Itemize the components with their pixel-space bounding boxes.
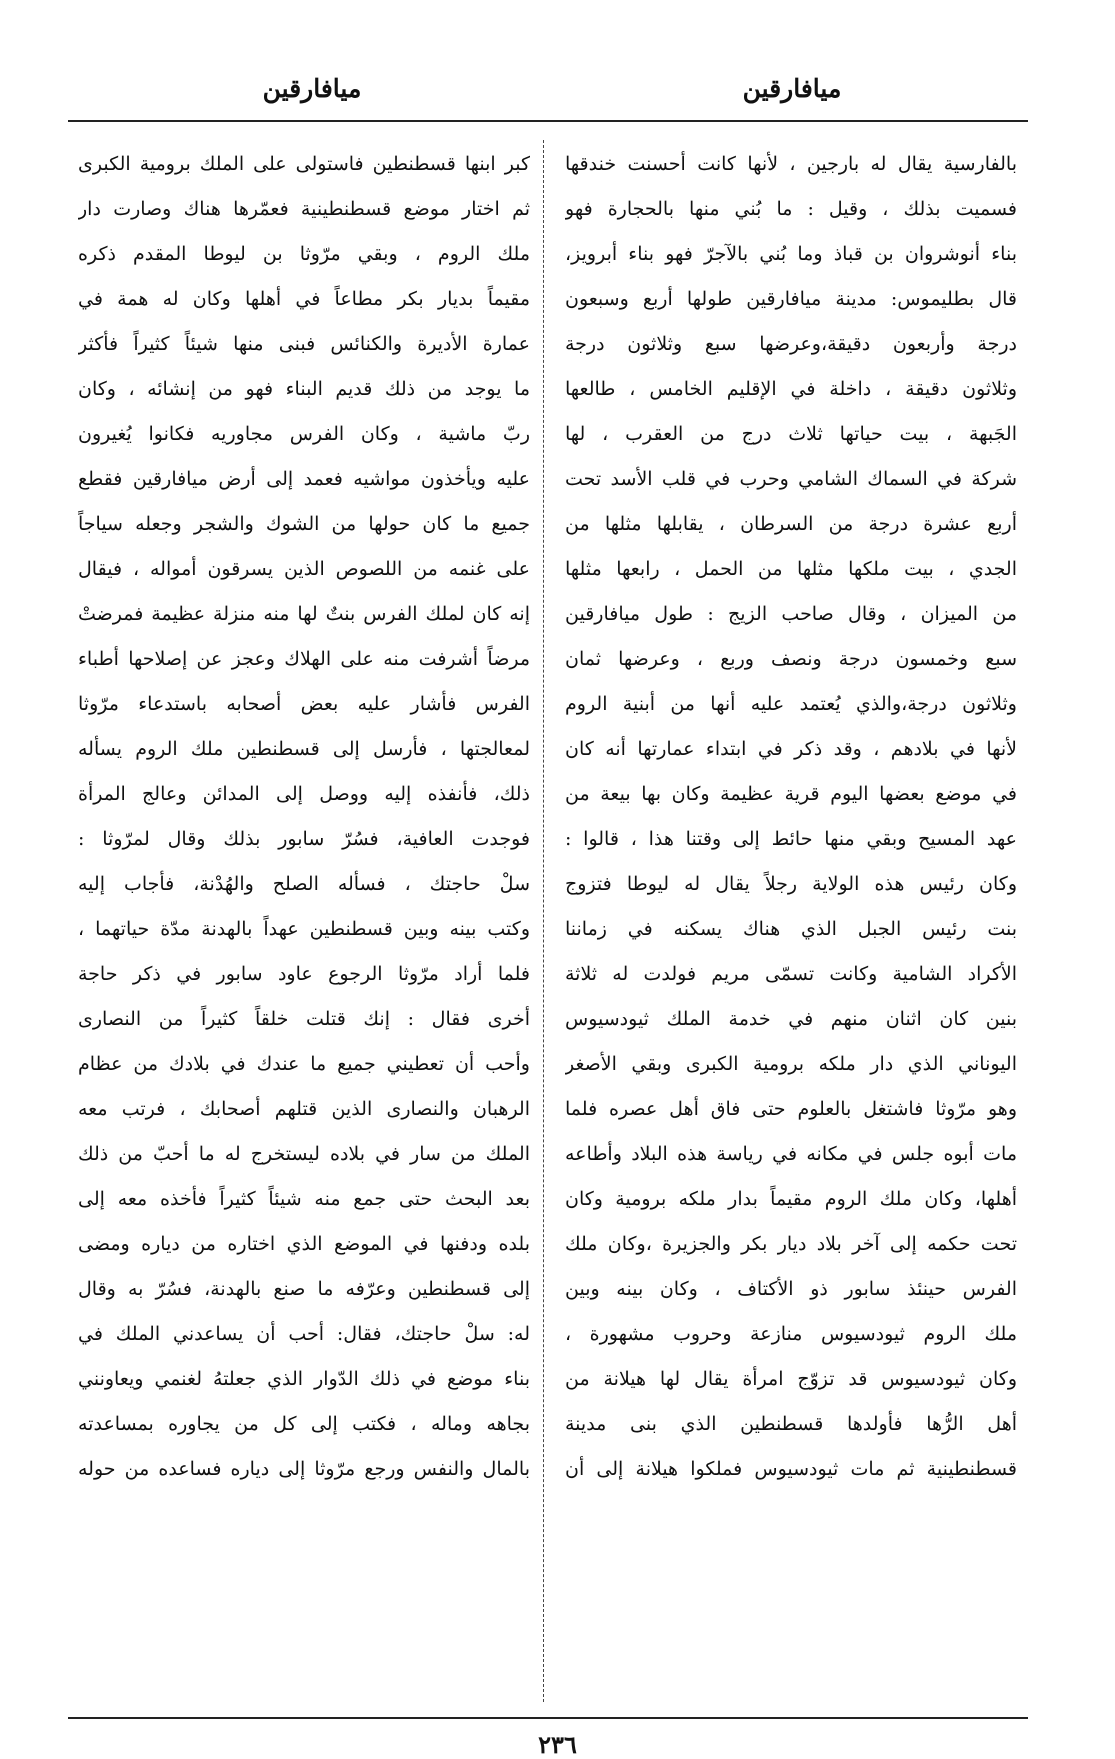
text-line: ملك الروم ، وبقي مرّوثا بن ليوطا المقدم ذكره	[78, 243, 530, 265]
text-line: ثم اختار موضع قسطنطينية فعمّرها هناك وصارت دار	[78, 198, 530, 220]
text-line: فوجدت العافية، فسُرّ سابور بذلك وقال لمرّوثا :	[78, 828, 530, 850]
text-line: ملك الروم ثيودسيوس منازعة وحروب مشهورة ،	[565, 1323, 1017, 1345]
text-line: على غنمه من اللصوص الذين يسرقون أمواله ، فيقال	[78, 558, 530, 580]
text-line: وكتب بينه وبين قسطنطين عهداً بالهدنة مدّة حياتهما ،	[78, 918, 530, 940]
column-divider	[543, 140, 544, 1702]
text-line: عمارة الأديرة والكنائس فبنى منها شيئاً كثيراً فأكثر	[78, 333, 530, 355]
text-line: إنه كان لملك الفرس بنتٌ لها منه منزلة عظيمة فمرضتْ	[78, 603, 530, 625]
text-line: وثلاثون درجة،والذي يُعتمد عليه أنها من أبنية الروم	[565, 693, 1017, 715]
text-line: أهل الرُّها فأولدها قسطنطين الذي بنى مدينة	[565, 1413, 1017, 1435]
text-line: وكان ثيودسيوس قد تزوّج امرأة يقال لها هيلانة من	[565, 1368, 1017, 1390]
text-line: بالمال والنفس ورجع مرّوثا إلى دياره فساعده من حوله	[78, 1458, 530, 1480]
running-header-left: ميافارقين	[262, 74, 362, 103]
text-line: الأكراد الشامية وكانت تسمّى مريم فولدت له ثلاثة	[565, 963, 1017, 985]
text-line: بناء موضع في ذلك الدّوار الذي جعلتهُ لغنمي ويعاونني	[78, 1368, 530, 1390]
text-line: بنت رئيس الجبل الذي هناك يسكنه في زماننا	[565, 918, 1017, 940]
text-line: عهد المسيح وبقي منها حائط إلى وقتنا هذا ، قالوا :	[565, 828, 1017, 850]
text-line: الجَبهة ، بيت حياتها ثلاث درج من العقرب ، لها	[565, 423, 1017, 445]
text-line: جميع ما كان حولها من الشوك والشجر وجعله سياجاً	[78, 513, 530, 535]
text-line: الجدي ، بيت ملكها مثلها من الحمل ، رابعها مثلها	[565, 558, 1017, 580]
text-line: الرهبان والنصارى الذين قتلهم أصحابك ، فرتب معه	[78, 1098, 530, 1120]
text-line: لمعالجتها ، فأرسل إلى قسطنطين ملك الروم يسأله	[78, 738, 530, 760]
text-line: بالفارسية يقال له بارجين ، لأنها كانت أحسنت خندقها	[565, 153, 1017, 175]
text-line: بجاهه وماله ، فكتب إلى كل من يجاوره بمساعدته	[78, 1413, 530, 1435]
text-line: أربع عشرة درجة من السرطان ، يقابلها مثلها من	[565, 513, 1017, 535]
text-line: إلى قسطنطين وعرّفه ما صنع بالهدنة، فسُرّ به وقال	[78, 1278, 530, 1300]
left-text-column	[78, 142, 530, 1492]
text-line: وهو مرّوثا فاشتغل بالعلوم حتى فاق أهل عصره فلما	[565, 1098, 1017, 1120]
text-line: مقيماً بديار بكر مطاعاً في أهلها وكان له همة في	[78, 288, 530, 310]
text-line: اليوناني الذي دار ملكه برومية الكبرى وبقي الأصغر	[565, 1053, 1017, 1075]
text-line: فسميت بذلك ، وقيل : ما بُني منها بالحجارة فهو	[565, 198, 1017, 220]
text-line: بعد البحث حتى جمع منه شيئاً كثيراً فأخذه معه إلى	[78, 1188, 530, 1210]
text-line: وثلاثون دقيقة ، داخلة في الإقليم الخامس ، طالعها	[565, 378, 1017, 400]
text-line: له: سلْ حاجتك، فقال: أحب أن يساعدني الملك في	[78, 1323, 530, 1345]
text-line: قسطنطينية ثم مات ثيودسيوس فملكوا هيلانة إلى أن	[565, 1458, 1017, 1480]
text-line: ربّ ماشية ، وكان الفرس مجاوريه فكانوا يُغيرون	[78, 423, 530, 445]
text-line: من الميزان ، وقال صاحب الزيج : طول ميافارقين	[565, 603, 1017, 625]
text-line: تحت حكمه إلى آخر بلاد ديار بكر والجزيرة ،وكان ملك	[565, 1233, 1017, 1255]
text-line: بنين كان اثنان منهم في خدمة الملك ثيودسيوس	[565, 1008, 1017, 1030]
text-line: وكان رئيس هذه الولاية رجلاً يقال له ليوطا فتزوج	[565, 873, 1017, 895]
text-line: درجة وأربعون دقيقة،وعرضها سبع وثلاثون درجة	[565, 333, 1017, 355]
text-line: مات أبوه جلس في مكانه في رياسة هذه البلاد وأطاعه	[565, 1143, 1017, 1165]
text-line: أهلها، وكان ملك الروم مقيماً بدار ملكه برومية وكان	[565, 1188, 1017, 1210]
text-line: بلده ودفنها في الموضع الذي اختاره من دياره ومضى	[78, 1233, 530, 1255]
text-line: لأنها في بلادهم ، وقد ذكر في ابتداء عمارتها أنه كان	[565, 738, 1017, 760]
text-line: فلما أراد مرّوثا الرجوع عاود سابور في ذكر حاجة	[78, 963, 530, 985]
text-line: في موضع بعضها اليوم قرية عظيمة وكان بها بيعة من	[565, 783, 1017, 805]
text-line: الفرس فأشار عليه بعض أصحابه باستدعاء مرّوثا	[78, 693, 530, 715]
page-number: ٢٣٦	[538, 1730, 577, 1759]
running-header-right: ميافارقين	[742, 74, 842, 103]
text-line: سبع وخمسون درجة ونصف وربع ، وعرضها ثمان	[565, 648, 1017, 670]
text-line: ما يوجد من ذلك قديم البناء فهو من إنشائه ، وكان	[78, 378, 530, 400]
text-line: كبر ابنها قسطنطين فاستولى على الملك برومية الكبرى	[78, 153, 530, 175]
text-line: شركة في السماك الشامي وحرب في قلب الأسد تحت	[565, 468, 1017, 490]
right-text-column	[565, 142, 1017, 1492]
text-line: وأحب أن تعطيني جميع ما عندك في بلادك من عظام	[78, 1053, 530, 1075]
footer-rule	[68, 1717, 1028, 1719]
text-line: أخرى فقال : إنك قتلت خلقاً كثيراً من النصارى	[78, 1008, 530, 1030]
header-rule	[68, 120, 1028, 122]
text-line: ذلك، فأنفذه إليه ووصل إلى المدائن وعالج المرأة	[78, 783, 530, 805]
text-line: مرضاً أشرفت منه على الهلاك وعجز عن إصلاحها أطباء	[78, 648, 530, 670]
text-line: عليه ويأخذون مواشيه فعمد إلى أرض ميافارقين فقطع	[78, 468, 530, 490]
text-line: قال بطليموس: مدينة ميافارقين طولها أربع وسبعون	[565, 288, 1017, 310]
text-line: بناء أنوشروان بن قباذ وما بُني بالآجرّ فهو بناء أبرويز،	[565, 243, 1017, 265]
text-line: الفرس حينئذ سابور ذو الأكتاف ، وكان بينه وبين	[565, 1278, 1017, 1300]
text-line: الملك من سار في بلاده ليستخرج له ما أحبّ من ذلك	[78, 1143, 530, 1165]
text-line: سلْ حاجتك ، فسأله الصلح والهُدْنة، فأجاب إليه	[78, 873, 530, 895]
